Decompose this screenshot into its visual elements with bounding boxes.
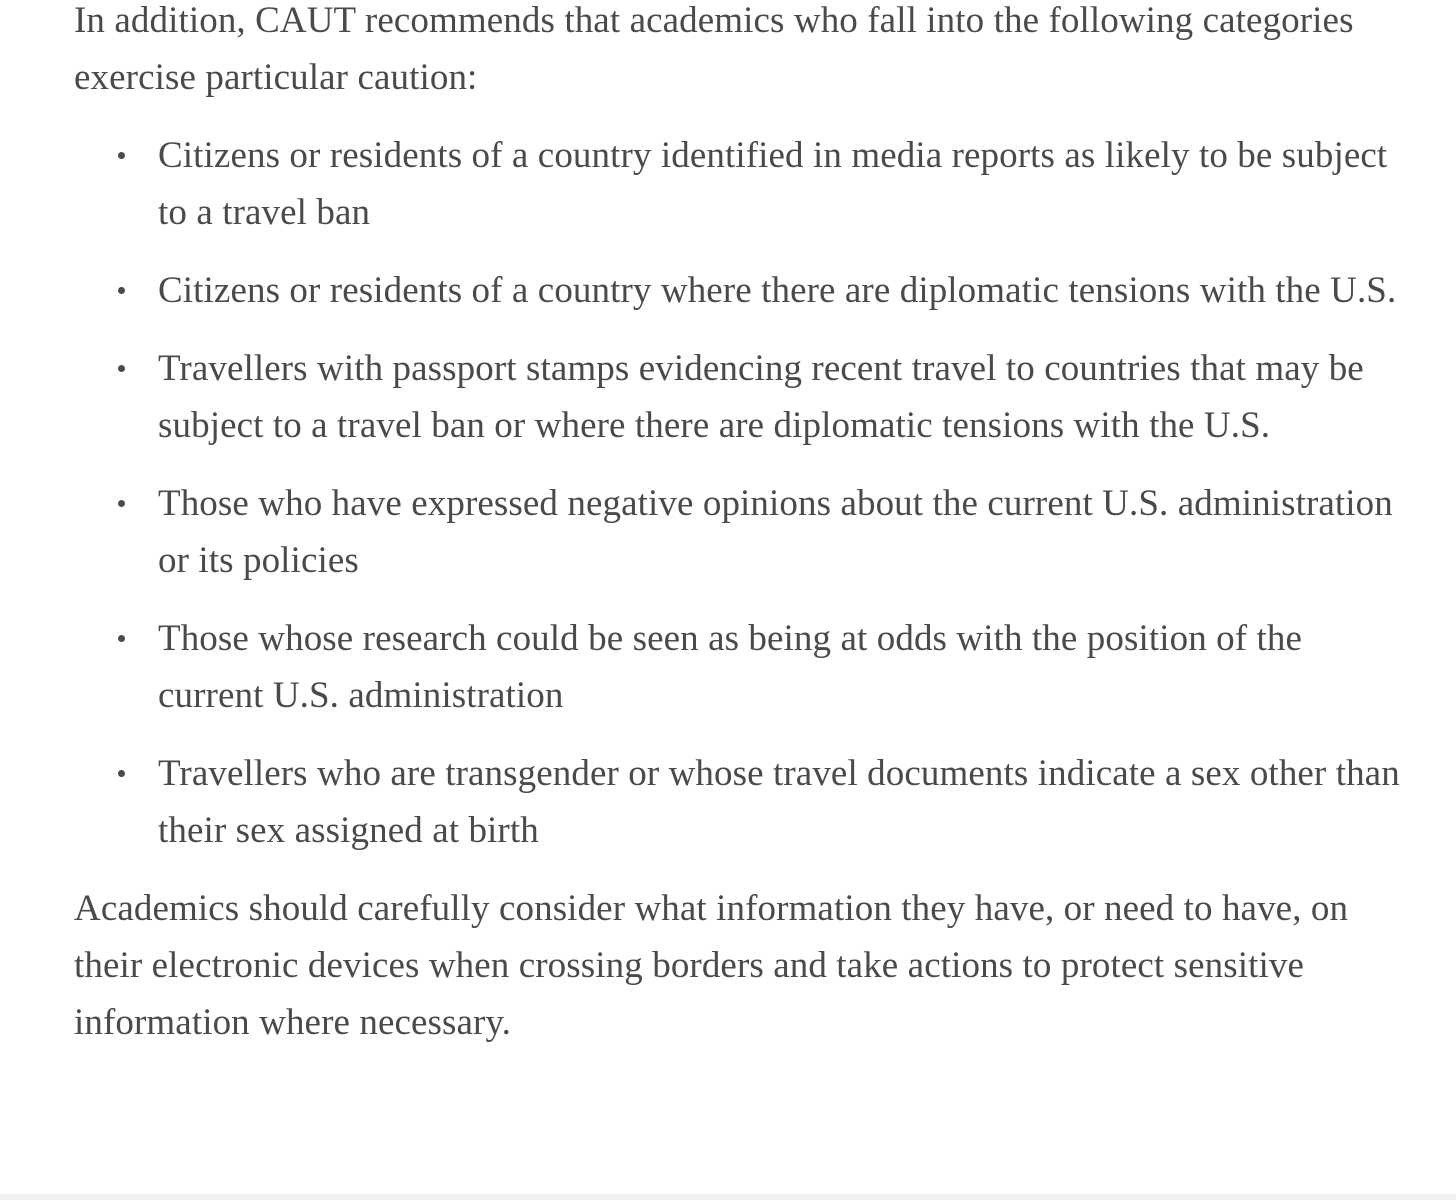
list-item-text: Travellers who are transgender or whose travel documents indicate a sex other than their sex assigned at birth <box>158 753 1400 851</box>
list-item <box>74 745 1404 859</box>
list-item-text: Citizens or residents of a country identified in media reports as likely to be subject to a travel ban <box>158 135 1388 233</box>
list-item <box>74 262 1404 319</box>
bullet-icon <box>118 365 125 372</box>
bullet-icon <box>118 635 125 642</box>
list-item <box>74 610 1404 724</box>
caution-categories-list <box>74 127 1404 859</box>
intro-paragraph: In addition, CAUT recommends that academics who fall into the following categories exercise particular caution: <box>74 0 1354 98</box>
list-item <box>74 475 1404 589</box>
bullet-icon <box>118 500 125 507</box>
list-item <box>74 127 1404 241</box>
bullet-icon <box>118 770 125 777</box>
list-item-text: Those whose research could be seen as being at odds with the position of the current U.S. administration <box>158 618 1303 716</box>
list-item-text: Travellers with passport stamps evidencing recent travel to countries that may be subject to a travel ban or where there are diplomatic tensions with the U.S. <box>158 348 1364 446</box>
bottom-divider <box>0 1194 1456 1200</box>
bullet-icon <box>118 287 125 294</box>
bullet-icon <box>118 152 125 159</box>
list-item <box>74 340 1404 454</box>
article-body <box>74 0 1404 1051</box>
list-item-text: Those who have expressed negative opinions about the current U.S. administration or its policies <box>158 483 1393 581</box>
closing-paragraph: Academics should carefully consider what information they have, or need to have, on their electronic devices when crossing borders and take actions to protect sensitive information where necessary. <box>74 888 1349 1043</box>
list-item-text: Citizens or residents of a country where there are diplomatic tensions with the U.S. <box>158 270 1397 311</box>
